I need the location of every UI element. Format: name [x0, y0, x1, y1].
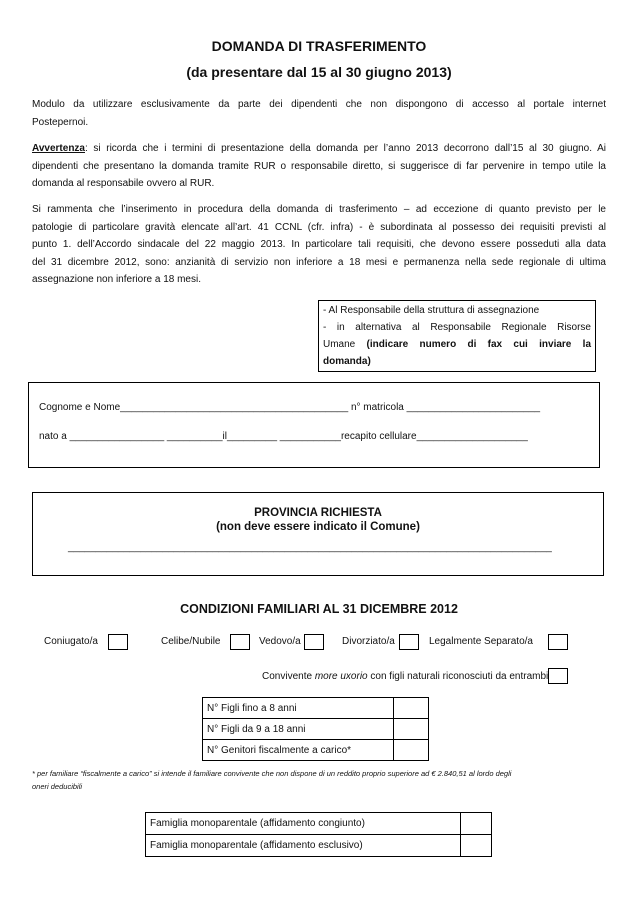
recipient-line-3-text: Umane [323, 339, 367, 350]
warning-label: Avvertenza [32, 143, 85, 154]
page-title: DOMANDA DI TRASFERIMENTO [211, 38, 427, 54]
table-row [203, 719, 429, 740]
separated-checkbox[interactable] [548, 634, 568, 650]
widowed-checkbox[interactable] [304, 634, 324, 650]
cohabiting-checkbox[interactable] [548, 668, 568, 684]
personal-data-box [28, 382, 600, 468]
children-9-18-input[interactable] [394, 719, 429, 740]
children-row-label: N° Figli da 9 a 18 anni [203, 719, 394, 740]
table-row [146, 835, 492, 857]
joint-custody-checkbox[interactable] [461, 813, 492, 835]
province-title: PROVINCIA RICHIESTA [254, 507, 382, 519]
recipient-line-3 [323, 336, 591, 353]
married-checkbox[interactable] [108, 634, 128, 650]
single-parent-table [145, 812, 492, 857]
single-parent-row-label: Famiglia monoparentale (affidamento congiunto) [146, 813, 461, 835]
family-title: CONDIZIONI FAMILIARI AL 31 DICEMBRE 2012 [180, 602, 458, 616]
province-input[interactable]: _______________________________________________________________________________________ [68, 542, 552, 553]
footnote-line-1: * per familiare “fiscalmente a carico” si intende il familiare convivente che non dispone di un reddito proprio superiore ad € 2.840,51 al lordo degli [32, 769, 512, 778]
status-label-separated: Legalmente Separato/a [429, 636, 533, 647]
status-label-divorced: Divorziato/a [342, 636, 395, 647]
intro-line-2: Postepernoi. [32, 116, 89, 128]
name-field[interactable]: Cognome e Nome_________________________________________ n° matricola ________________________ [39, 402, 541, 413]
rules-paragraph [32, 201, 606, 289]
rules-line-4: del 31 dicembre 2012, sono: anzianità di servizio non inferiore a 18 mesi e permanenza nella sede regionale di ultima [32, 256, 606, 268]
recipient-line-4-bold: domanda) [323, 356, 371, 367]
status-label-widowed: Vedovo/a [259, 636, 301, 647]
table-row [203, 698, 429, 719]
recipient-line-1: - Al Responsabile della struttura di assegnazione [323, 305, 540, 316]
footnote [32, 767, 612, 793]
birth-field[interactable]: nato a _________________ __________il_________ ___________recapito cellulare____________________ [39, 431, 528, 442]
cohabiting-text-pre: Convivente [262, 671, 315, 682]
recipient-line-2: - in alternativa al Responsabile Regionale Risorse [323, 322, 591, 333]
divorced-checkbox[interactable] [399, 634, 419, 650]
province-box [32, 492, 604, 576]
status-label-married: Coniugato/a [44, 636, 98, 647]
status-label-single: Celibe/Nubile [161, 636, 221, 647]
warning-line-3: domanda al responsabile ovvero al RUR. [32, 178, 215, 189]
warning-line-2: dipendenti che presentano la domanda tramite RUR o responsabile diretto, si suggerisce di far pervenire in tempo utile la [32, 160, 606, 172]
single-parent-row-label: Famiglia monoparentale (affidamento esclusivo) [146, 835, 461, 857]
intro-paragraph [32, 96, 606, 131]
warning-paragraph [32, 140, 606, 193]
rules-line-2: patologie di particolare gravità elencate all’art. 41 CCNL (cfr. infra) - è subordinata al possesso dei requisiti previsti al [32, 221, 606, 233]
children-row-label: N° Figli fino a 8 anni [203, 698, 394, 719]
recipient-box [318, 300, 596, 372]
rules-line-5: assegnazione non inferiore a 18 mesi. [32, 274, 201, 285]
footnote-line-2: oneri deducibili [32, 782, 83, 791]
table-row [203, 740, 429, 761]
province-subtitle: (non deve essere indicato il Comune) [216, 521, 420, 533]
children-table [202, 697, 429, 761]
recipient-line-3-bold: (indicare numero di fax cui inviare la [366, 339, 592, 350]
children-row-label: N° Genitori fiscalmente a carico* [203, 740, 394, 761]
exclusive-custody-checkbox[interactable] [461, 835, 492, 857]
recipient-line-4 [323, 353, 591, 370]
children-0-8-input[interactable] [394, 698, 429, 719]
warning-line-1 [32, 140, 606, 158]
table-row [146, 813, 492, 835]
cohabiting-text-italic: more uxorio [314, 671, 368, 682]
rules-line-1: Si rammenta che l’inserimento in procedura della domanda di trasferimento – ad eccezione di quanto previsto per le [32, 204, 606, 215]
warning-line-1-text: : si ricorda che i termini di presentazione della domanda per l’anno 2013 decorrono dall’15 al 30 giugno. Ai [85, 143, 606, 154]
dependent-parents-input[interactable] [394, 740, 429, 761]
intro-line-1: Modulo da utilizzare esclusivamente da parte dei dipendenti che non dispongono di accesso al portale internet [32, 99, 606, 110]
single-checkbox[interactable] [230, 634, 250, 650]
page-subtitle: (da presentare dal 15 al 30 giugno 2013) [186, 64, 452, 80]
cohabiting-label [262, 671, 548, 682]
cohabiting-text-post: con figli naturali riconosciuti da entrambi [367, 671, 549, 682]
rules-line-3: punto 1. dell’Accordo sindacale del 22 maggio 2013. In particolare tali requisiti, che devono essere posseduti alla data [32, 239, 606, 250]
